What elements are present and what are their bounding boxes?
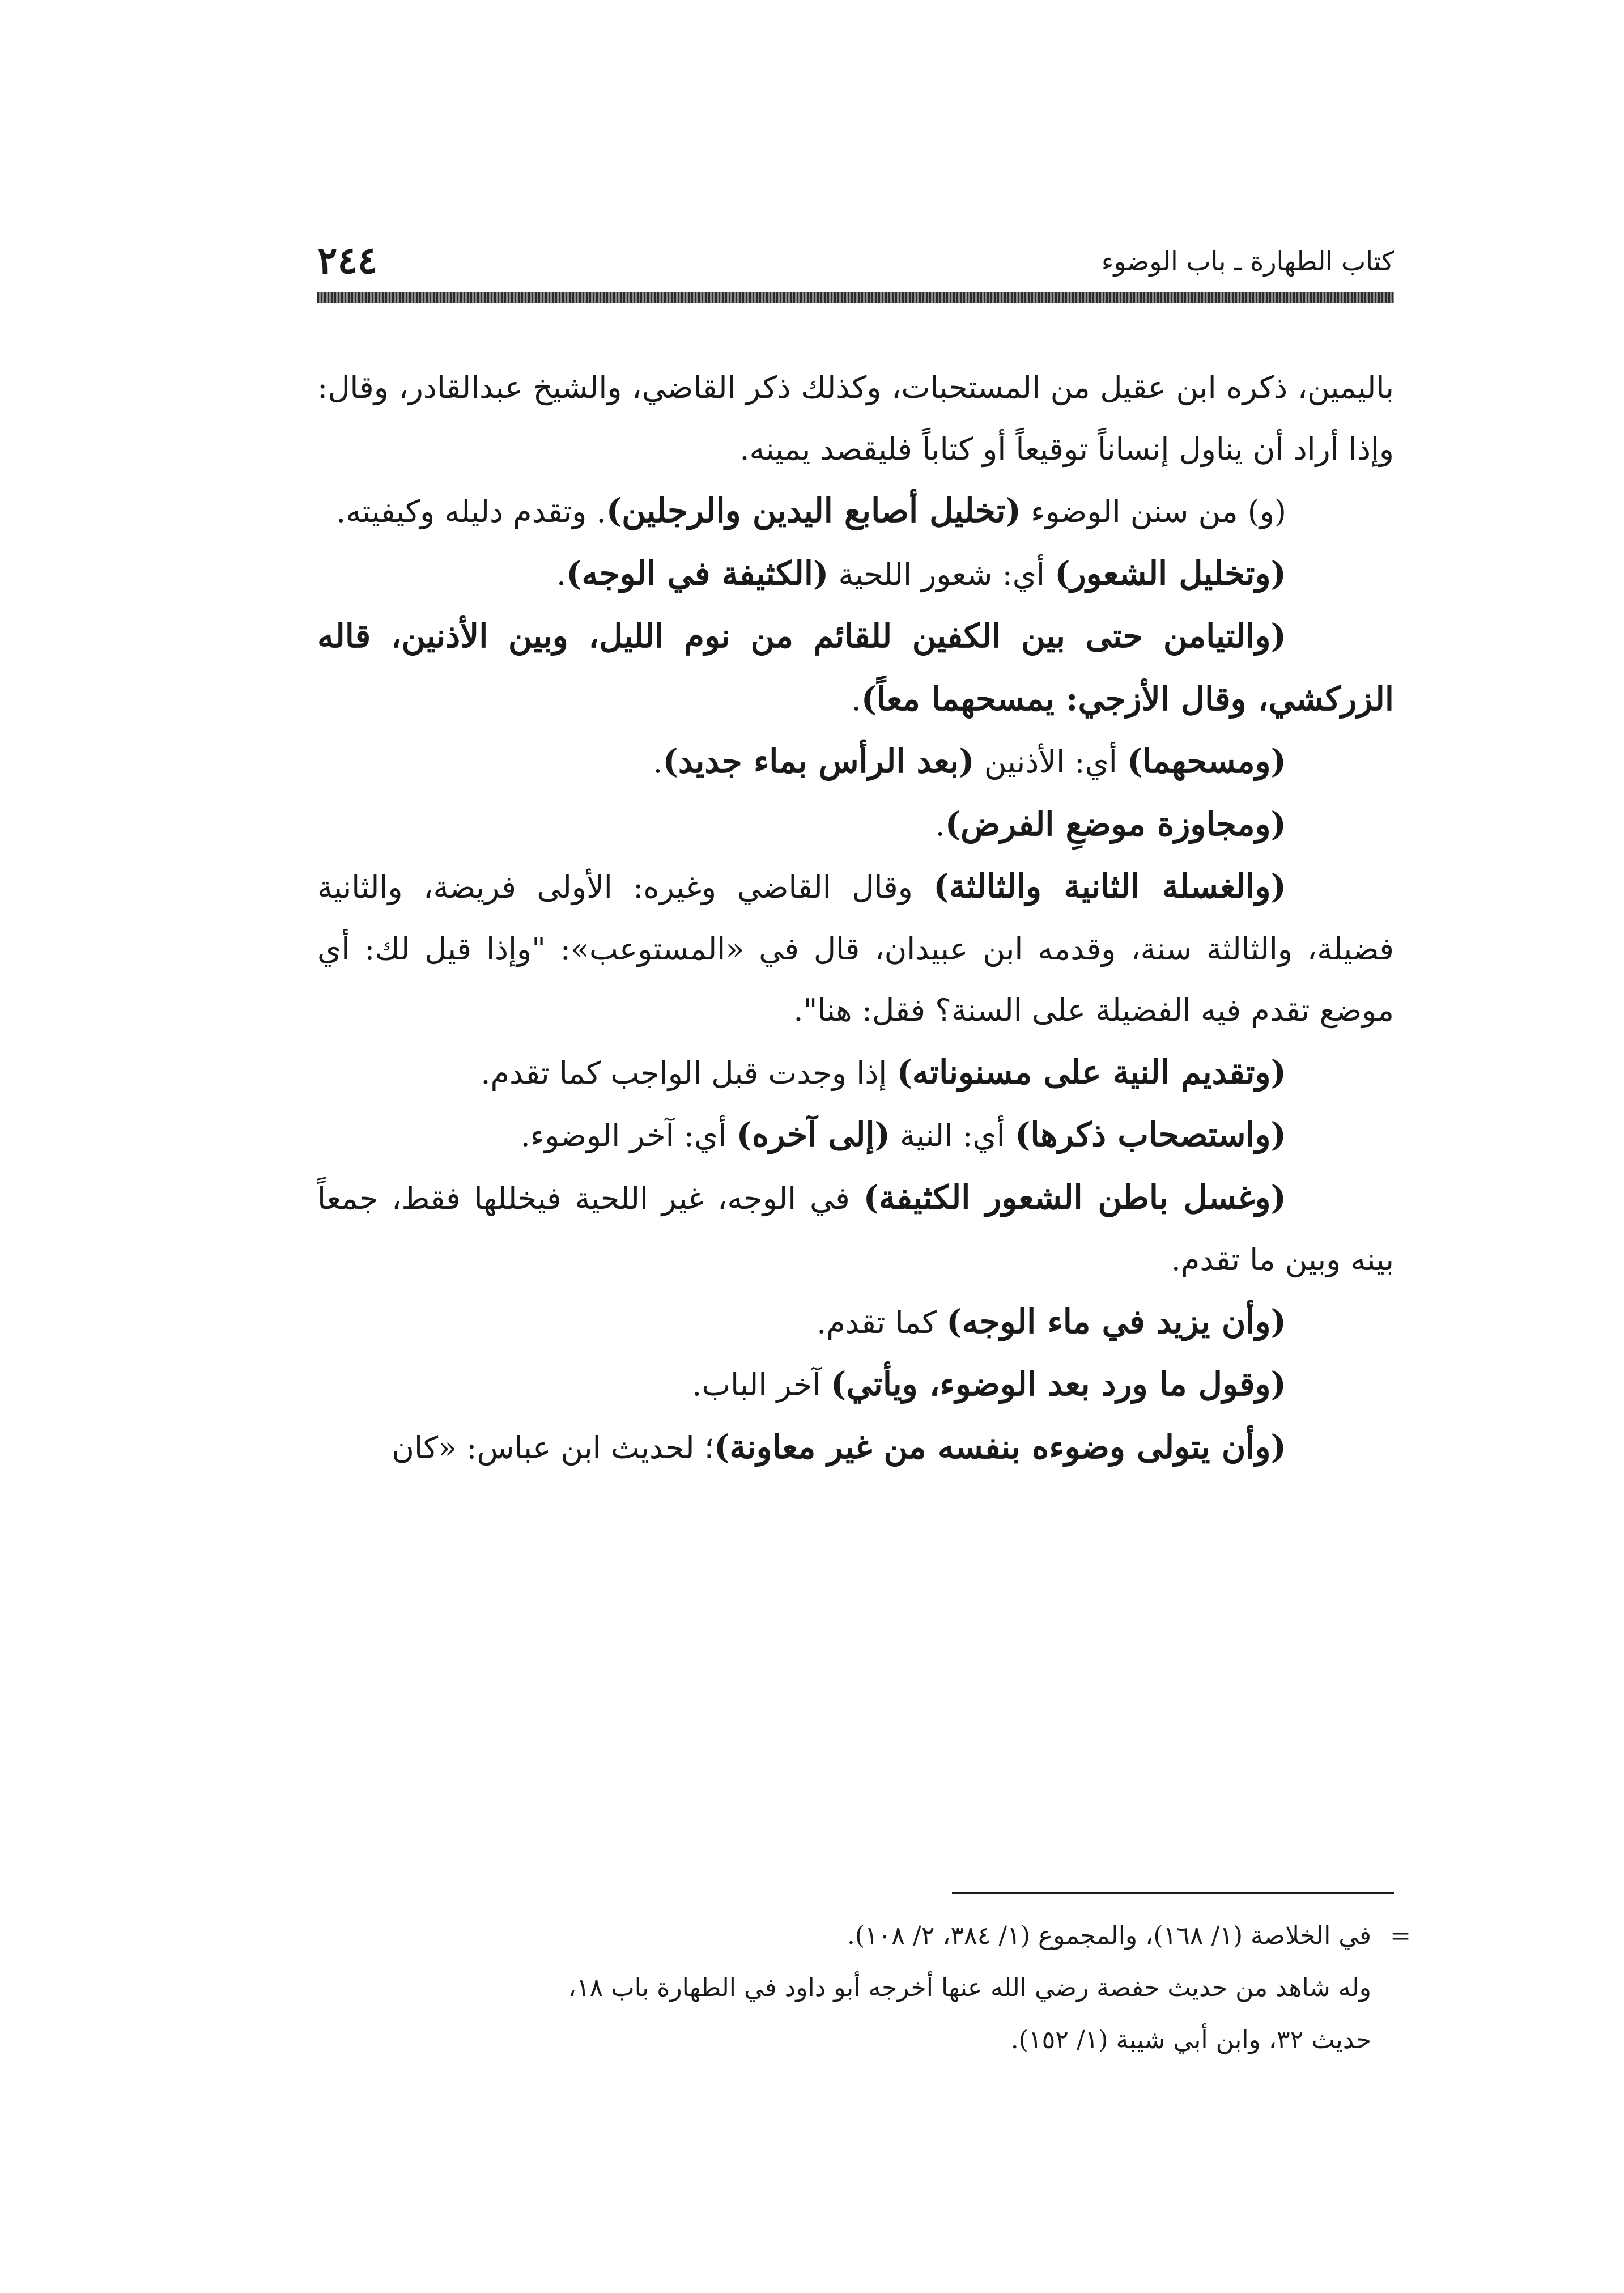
paragraph-12 bbox=[317, 1353, 1394, 1416]
paragraph-2 bbox=[317, 480, 1394, 543]
page-number: ٢٤٤ bbox=[317, 238, 378, 282]
text-span: ؛ لحديث ابن عباس: «كان bbox=[392, 1429, 714, 1466]
paragraph-13 bbox=[317, 1416, 1394, 1479]
bold-phrase: (وتخليل الشعور) bbox=[1055, 554, 1286, 593]
bold-phrase: (وقول ما ورد بعد الوضوء، ويأتي) bbox=[830, 1365, 1286, 1403]
text-span: (و) من سنن الوضوء bbox=[1021, 494, 1286, 529]
paragraph-11 bbox=[317, 1291, 1394, 1354]
bold-phrase: (والغسلة الثانية والثالثة) bbox=[933, 867, 1286, 906]
paragraph-9 bbox=[317, 1104, 1394, 1167]
text-span: وقال القاضي وغيره: الأولى فريضة، والثانية فضيلة، والثالثة سنة، وقدمه ابن عبيدان، قال في «المستوعب»: "وإذا قيل لك: أي موضع تقدم فيه الفضيلة على السنة؟ فقل: هنا". bbox=[317, 869, 1394, 1028]
bold-phrase: (وتقديم النية على مسنوناته) bbox=[896, 1052, 1286, 1092]
paragraph-6 bbox=[317, 793, 1394, 856]
text-span: أي: الأذنين bbox=[974, 744, 1127, 780]
paragraph-1: باليمين، ذكره ابن عقيل من المستحبات، وكذلك ذكر القاضي، والشيخ عبدالقادر، وقال: وإذا أراد أن يناول إنساناً توقيعاً أو كتاباً فليقصد يمينه. bbox=[317, 370, 1394, 467]
text-span: . bbox=[653, 744, 663, 780]
bold-phrase: (ومجاوزة موضعِ الفرض) bbox=[945, 804, 1286, 843]
footnote-text: في الخلاصة (١/ ١٦٨)، والمجموع (١/ ٣٨٤، ٢/ ١٠٨). bbox=[847, 1921, 1371, 1950]
footnote-line bbox=[510, 1910, 1411, 1962]
paragraph-3 bbox=[317, 543, 1394, 606]
text-span: في الوجه، غير اللحية فيخللها فقط، جمعاً بينه وبين ما تقدم. bbox=[317, 1180, 1394, 1277]
main-text bbox=[317, 357, 1394, 1479]
text-span: أي: شعور اللحية bbox=[828, 556, 1055, 592]
page-header bbox=[317, 238, 1394, 289]
footnotes bbox=[510, 1910, 1411, 2066]
bold-phrase: (وغسل باطن الشعور الكثيفة) bbox=[863, 1178, 1286, 1217]
text-span: . bbox=[556, 556, 567, 592]
bold-phrase: (والتيامن حتى بين الكفين للقائم من نوم الليل، وبين الأذنين، قاله الزركشي، وقال الأزجي: يمسحهما معاً) bbox=[317, 617, 1394, 718]
bold-phrase: (إلى آخره) bbox=[736, 1115, 891, 1154]
bold-phrase: (وأن يزيد في ماء الوجه) bbox=[946, 1302, 1286, 1341]
bold-phrase: (الكثيفة في الوجه) bbox=[566, 554, 829, 593]
text-span: أي: النية bbox=[890, 1118, 1015, 1153]
text-span: إذا وجدت قبل الواجب كما تقدم. bbox=[481, 1055, 897, 1091]
text-span: أي: آخر الوضوء. bbox=[520, 1118, 737, 1153]
text-span: . وتقدم دليله وكيفيته. bbox=[336, 494, 606, 529]
text-span: كما تقدم. bbox=[817, 1304, 947, 1340]
paragraph-4 bbox=[317, 605, 1394, 731]
text-span: آخر الباب. bbox=[692, 1367, 831, 1403]
paragraph-10 bbox=[317, 1167, 1394, 1291]
continuation-marker: = bbox=[1390, 1921, 1411, 1950]
bold-phrase: (واستصحاب ذكرها) bbox=[1014, 1115, 1286, 1154]
running-title: كتاب الطهارة ـ باب الوضوء bbox=[1101, 246, 1394, 277]
header-rule bbox=[317, 292, 1394, 303]
footnote-separator bbox=[952, 1892, 1394, 1894]
bold-phrase: (ومسحهما) bbox=[1126, 742, 1286, 780]
bold-phrase: (وأن يتولى وضوءه بنفسه من غير معاونة) bbox=[713, 1427, 1286, 1466]
bold-phrase: (تخليل أصابع اليدين والرجلين) bbox=[606, 491, 1021, 530]
paragraph-7 bbox=[317, 856, 1394, 1042]
text-span: . bbox=[935, 806, 945, 843]
paragraph-5 bbox=[317, 731, 1394, 793]
bold-phrase: (بعد الرأس بماء جديد) bbox=[662, 742, 975, 780]
text-span: . bbox=[851, 681, 861, 717]
footnote-line: وله شاهد من حديث حفصة رضي الله عنها أخرجه أبو داود في الطهارة باب ١٨، حديث ٣٢، وابن أبي شيبة (١/ ١٥٢). bbox=[568, 1973, 1371, 2054]
paragraph-8 bbox=[317, 1042, 1394, 1105]
